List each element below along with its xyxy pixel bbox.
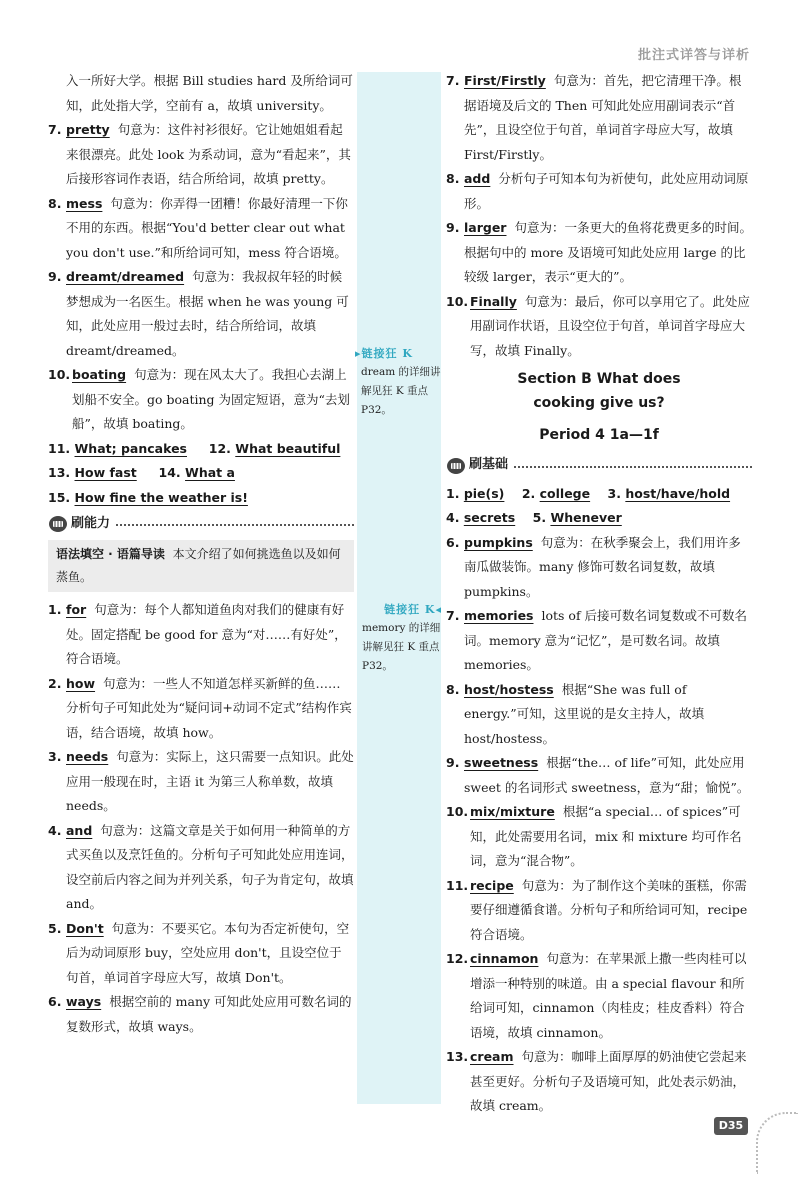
answer-item: [48, 819, 354, 917]
answer-word: mix/mixture: [470, 804, 555, 819]
answer-word: secrets: [463, 510, 516, 525]
answer-word: pretty: [66, 122, 110, 137]
explanation: 句意为：我叔叔年轻的时候梦想成为一名医生。根据 when he was young 可知，此处应用一般过去时，结合所给词，故填 dreamt/dreamed。: [66, 269, 349, 358]
margin-note-dream: [355, 344, 441, 420]
answer-word: boating: [72, 367, 127, 382]
answer-item: [446, 1045, 752, 1119]
margin-note-memory: [358, 600, 444, 676]
answer-word: How fine the weather is!: [74, 489, 248, 505]
item-number: 11.: [446, 877, 469, 893]
answer-item: [48, 917, 354, 991]
grammar-guide-box: [48, 540, 354, 592]
item-number: 10.: [446, 804, 469, 819]
answer-word: mess: [66, 195, 103, 211]
answer-item: [446, 678, 752, 752]
item-number: 7.: [48, 122, 62, 137]
answer-word: host/hostess: [464, 681, 554, 697]
answer-word: larger: [464, 220, 507, 235]
right-column: [446, 69, 752, 1119]
answer-word: Finally: [470, 293, 517, 309]
answer-word: cream: [470, 1049, 514, 1064]
answer-item: [446, 874, 752, 948]
short-answer-row: [446, 506, 752, 531]
corner-decoration: [756, 1112, 798, 1174]
explanation: 句意为：现在风太大了。我担心去湖上划船不安全。go boating 为固定短语，意为“去划船”，故填 boating。: [72, 367, 350, 431]
answer-word: pie(s): [463, 485, 505, 501]
item-number: 12.: [446, 951, 469, 966]
section-label: 刷基础: [469, 457, 509, 473]
explanation: 根据“She was full of energy.”可知，这里说的是女主持人，故填 host/hostess。: [464, 681, 705, 746]
item-number: 6.: [446, 534, 460, 550]
item-number: 5.: [48, 920, 62, 936]
answer-item: [48, 598, 354, 672]
item-number: 15.: [48, 489, 71, 505]
intro-continuation: 入一所好大学。根据 Bill studies hard 及所给词可知，此处指大学，空前有 a，故填 university。: [66, 73, 353, 113]
dotted-divider: [514, 466, 752, 468]
answer-word: cinnamon: [470, 951, 539, 966]
answer-word: for: [66, 602, 87, 617]
item-number: 10.: [48, 367, 71, 382]
answer-word: recipe: [470, 877, 514, 893]
brush-icon: [446, 457, 466, 475]
explanation: 根据“the… of life”可知，此处应用 sweet 的名词形式 sweetness，意为“甜；愉悦”。: [464, 755, 750, 795]
dotted-divider: [116, 524, 354, 526]
section-label: 刷能力: [71, 515, 111, 531]
explanation: 句意为：最后，你可以享用它了。此处应用副词作状语，且设空位于句首，单词首字母应大写，故填 Finally。: [470, 293, 750, 358]
section-b-title: Section B What does cooking give us?: [517, 371, 681, 411]
answer-word: pumpkins: [464, 534, 533, 550]
explanation: 句意为：每个人都知道鱼肉对我们的健康有好处。固定搭配 be good for 意为“对……有好处”，符合语境。: [66, 602, 347, 666]
short-answer-row: [446, 482, 752, 507]
explanation: 句意为：首先，把它清理干净。根据语境及后文的 Then 可知此处应用副词表示“首先”，且设空位于句首，单词首字母应大写，故填 First/Firstly。: [464, 73, 742, 162]
section-badge: [446, 453, 514, 478]
period-title: Period 4 1a—1f: [539, 427, 659, 443]
item-number: 7.: [446, 73, 460, 88]
explanation: 根据“a special… of spices”可知，此处需要用名词，mix 和 mixture 均可作名词，意为“混合物”。: [470, 804, 742, 868]
explanation: 句意为：在苹果派上撒一些肉桂可以增添一种特别的味道。由 a special flavour 和所给词可知，cinnamon（肉桂皮；桂皮香料）符合语境，故填 cinnamon。: [470, 951, 747, 1040]
answer-item: [48, 265, 354, 363]
link-label: ▸链接狂 K: [355, 347, 413, 360]
answer-word: First/Firstly: [464, 73, 546, 88]
note-text: memory 的详细讲解见狂 K 重点 P32。: [362, 622, 441, 672]
short-answer-row: [48, 461, 354, 486]
note-text: dream 的详细讲解见狂 K 重点 P32。: [361, 366, 441, 416]
page-number: D35: [714, 1117, 748, 1135]
explanation: 句意为：咖啡上面厚厚的奶油使它尝起来甚至更好。分析句子及语境可知，此处表示奶油，故填 cream。: [470, 1049, 747, 1113]
item-number: 9.: [446, 220, 460, 235]
item-number: 1.: [48, 602, 62, 617]
explanation: 句意为：这件衬衫很好。它让她姐姐看起来很漂亮。此处 look 为系动词，意为“看起来”，其后接形容词作表语，结合所给词，故填 pretty。: [66, 122, 351, 186]
item-number: 8.: [446, 681, 460, 697]
answer-word: add: [464, 171, 491, 186]
explanation: 句意为：不要买它。本句为否定祈使句，空后为动词原形 buy，空处应用 don't，且设空位于句首，单词首字母应大写，故填 Don't。: [66, 920, 350, 985]
answer-word: What a: [185, 465, 235, 480]
grammar-tag: 语法填空 · 语篇导读: [56, 547, 165, 561]
answer-item: [48, 672, 354, 746]
section-header-basic: [446, 454, 752, 478]
answer-item: [48, 363, 354, 437]
answer-word: host/have/hold: [625, 485, 731, 501]
item-number: 12.: [208, 440, 231, 456]
short-answer-row: [48, 486, 354, 511]
answer-item: [446, 290, 752, 364]
explanation: 句意为：你弄得一团糟！你最好清理一下你不用的东西。根据“You'd better clear out what you don't use.”和所给词可知，mess 符合语境。: [66, 195, 348, 260]
item-number: 3.: [48, 749, 62, 764]
item-number: 2.: [521, 485, 536, 501]
grammar-text: 本文介绍了如何挑选鱼以及如何蒸鱼。: [56, 547, 341, 584]
item-number: 9.: [48, 269, 62, 284]
brush-icon: [48, 515, 68, 533]
answer-item: [446, 69, 752, 167]
item-number: 8.: [446, 171, 460, 186]
item-number: 1.: [446, 485, 460, 501]
answer-word: What beautiful: [235, 440, 341, 456]
explanation: 句意为：一条更大的鱼将花费更多的时间。根据句中的 more 及语境可知此处应用 large 的比较级 larger，表示“更大的”。: [464, 220, 752, 284]
answer-item: [446, 531, 752, 605]
answer-item: [48, 990, 354, 1039]
margin-note-band: [357, 72, 441, 1104]
answer-word: memories: [464, 608, 534, 623]
item-number: 11.: [48, 440, 71, 456]
answer-item: [446, 216, 752, 290]
answer-word: Don't: [66, 920, 104, 936]
short-answer-row: [48, 437, 354, 462]
item-number: 2.: [48, 675, 62, 691]
item-number: 8.: [48, 195, 62, 211]
explanation: 句意为：实际上，这只需要一点知识。此处应用一般现在时，主语 it 为第三人称单数，故填 needs。: [66, 749, 354, 813]
answer-word: ways: [66, 994, 102, 1009]
item-number: 3.: [607, 485, 621, 501]
item-number: 10.: [446, 293, 469, 309]
link-label: 链接狂 K◂: [384, 603, 442, 616]
answer-word: Whenever: [550, 510, 622, 525]
explanation: 句意为：为了制作这个美味的蛋糕，你需要仔细遵循食谱。分析句子和所给词可知，recipe 符合语境。: [470, 877, 748, 942]
section-header-ability: [48, 512, 354, 536]
item-number: 14.: [158, 465, 181, 480]
item-number: 7.: [446, 608, 460, 623]
item-number: 9.: [446, 755, 460, 770]
left-column: [48, 69, 354, 1039]
item-number: 6.: [48, 994, 62, 1009]
explanation: 句意为：这篇文章是关于如何用一种简单的方式买鱼以及烹饪鱼的。分析句子可知此处应用连词，设空前后内容之间为并列关系，句子为肯定句，故填 and。: [66, 822, 354, 911]
answer-item: [446, 947, 752, 1045]
item-number: 13.: [446, 1049, 469, 1064]
answer-word: What; pancakes: [74, 440, 187, 456]
item-number: 4.: [48, 822, 62, 838]
explanation: 句意为：一些人不知道怎样买新鲜的鱼…… 分析句子可知此处为“疑问词+动词不定式”结构作宾语，结合语境，故填 how。: [66, 675, 352, 740]
explanation: 根据空前的 many 可知此处应用可数名词的复数形式，故填 ways。: [66, 994, 352, 1034]
answer-item: [446, 167, 752, 216]
item-number: 13.: [48, 465, 71, 480]
answer-word: and: [66, 822, 93, 838]
answer-item: [446, 604, 752, 678]
item-number: 4.: [446, 510, 460, 525]
answer-word: sweetness: [464, 755, 539, 770]
answer-item: [48, 118, 354, 192]
answer-word: How fast: [74, 465, 137, 480]
answer-item: [48, 192, 354, 266]
item-number: 5.: [532, 510, 547, 525]
explanation: lots of 后接可数名词复数或不可数名词。memory 意为“记忆”，是可数名词。故填 memories。: [464, 608, 748, 672]
answer-word: how: [66, 675, 96, 691]
explanation: 句意为：在秋季聚会上，我们用许多南瓜做装饰。many 修饰可数名词复数，故填 pumpkins。: [464, 534, 741, 599]
answer-item: [446, 800, 752, 874]
answer-item: [48, 745, 354, 819]
header-title: 批注式详答与详析: [637, 48, 750, 63]
answer-word: needs: [66, 749, 109, 764]
answer-word: dreamt/dreamed: [66, 269, 185, 284]
section-badge: [48, 512, 116, 537]
answer-word: college: [539, 485, 591, 501]
answer-item: [446, 751, 752, 800]
explanation: 分析句子可知本句为祈使句，此处应用动词原形。: [464, 171, 749, 211]
